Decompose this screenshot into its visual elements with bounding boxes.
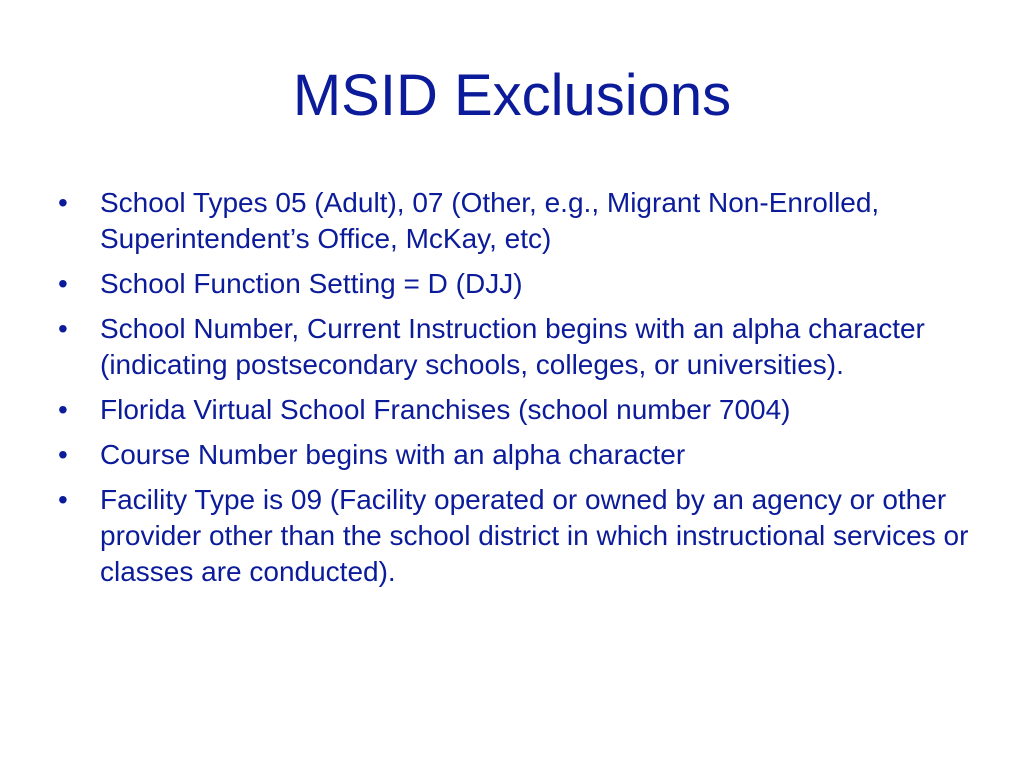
bullet-text: School Number, Current Instruction begins with an alpha character (indicating postsecondary schools, colleges, or universities).: [100, 313, 925, 380]
bullet-text: School Types 05 (Adult), 07 (Other, e.g., Migrant Non-Enrolled, Superintendent’s Office, McKay, etc): [100, 187, 880, 254]
bullet-icon: •: [58, 187, 68, 218]
bullet-icon: •: [58, 268, 68, 299]
slide-title: MSID Exclusions: [292, 63, 732, 128]
bullet-icon: •: [58, 313, 68, 344]
bullet-text: Florida Virtual School Franchises (school number 7004): [100, 394, 791, 425]
bullet-icon: •: [58, 484, 68, 515]
bullet-text: Course Number begins with an alpha character: [100, 439, 686, 470]
bullet-item-course-number: [58, 437, 978, 473]
bullet-text: Facility Type is 09 (Facility operated or owned by an agency or other provider other than the school district in which instructional services or classes are conducted).: [100, 484, 969, 587]
bullet-icon: •: [58, 394, 68, 425]
bullet-item-school-function: [58, 266, 978, 302]
bullet-item-school-types: [58, 185, 978, 257]
bullet-item-facility-type: [58, 482, 978, 590]
bullet-item-school-number: [58, 311, 978, 383]
bullet-list: [58, 185, 978, 599]
bullet-item-virtual-school: [58, 392, 978, 428]
bullet-icon: •: [58, 439, 68, 470]
bullet-text: School Function Setting = D (DJJ): [100, 268, 523, 299]
